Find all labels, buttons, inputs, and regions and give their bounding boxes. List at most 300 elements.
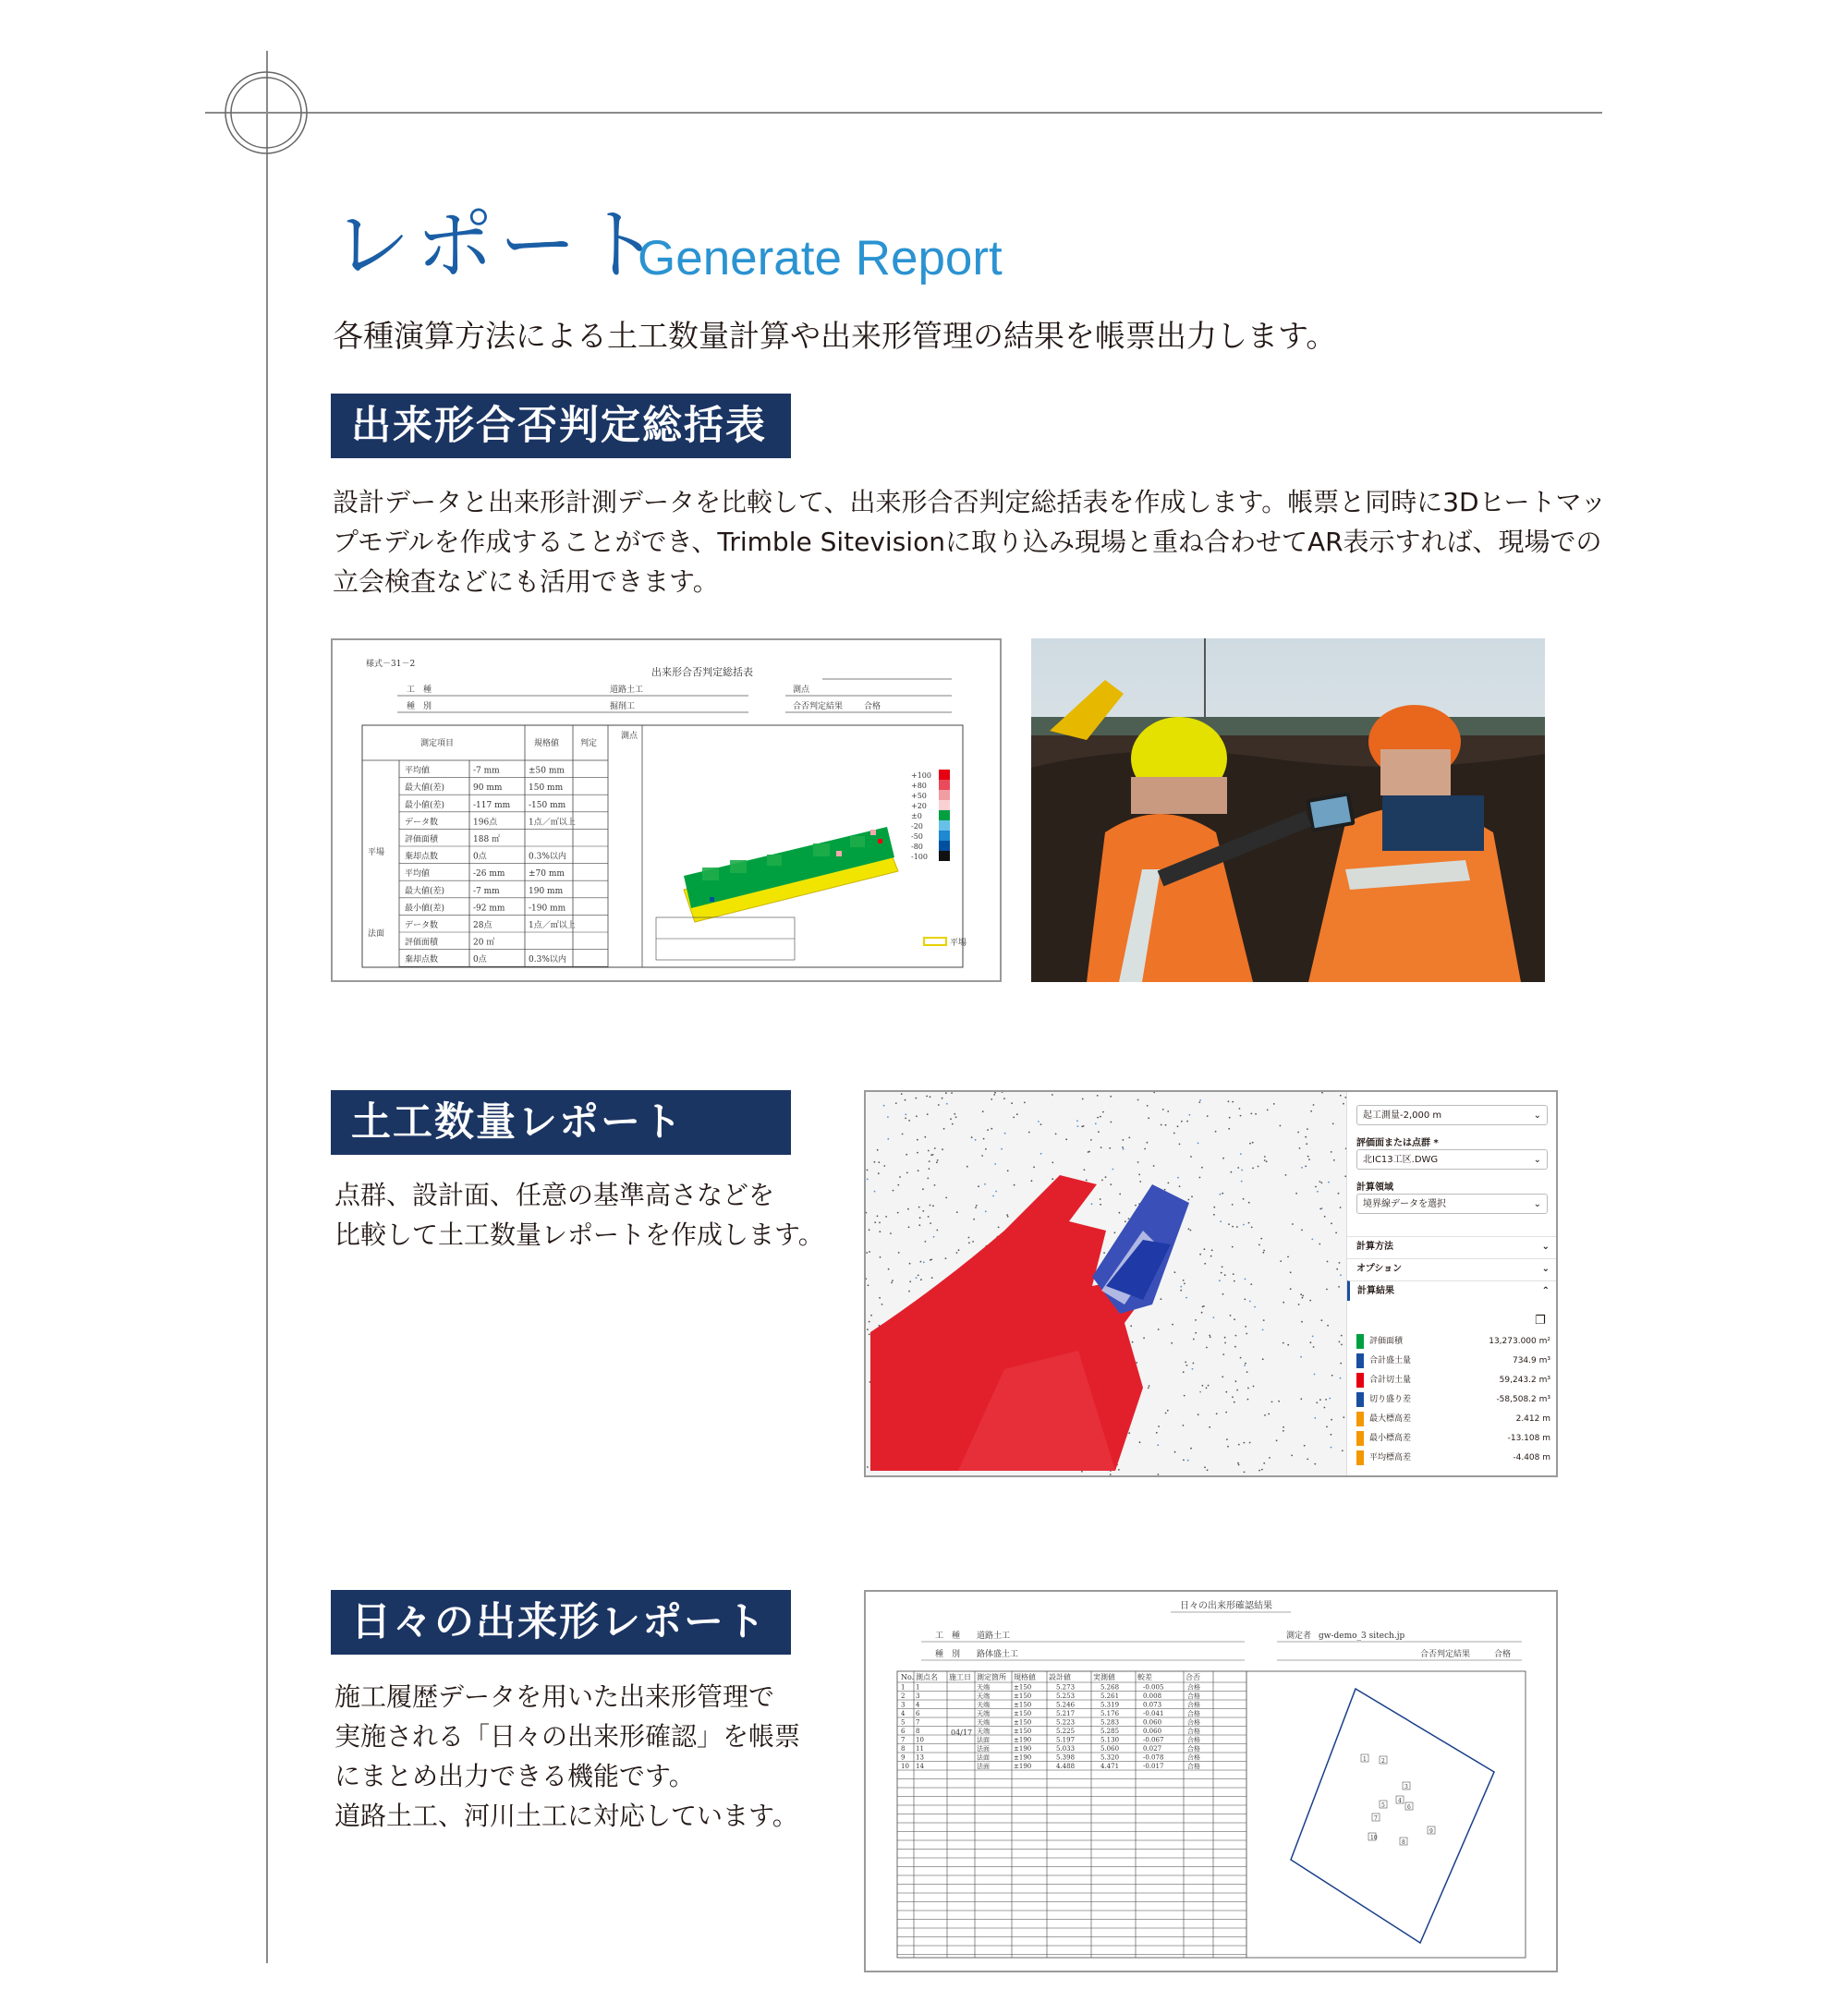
point-cloud-dot — [922, 1210, 924, 1212]
summary-row-label: 最大値(差) — [405, 886, 445, 896]
point-cloud-dot — [1250, 1283, 1252, 1285]
result-value: 734.9 m³ — [1512, 1356, 1550, 1365]
point-cloud-dot — [1040, 1123, 1042, 1125]
daily-cell: 7 — [901, 1736, 906, 1744]
point-cloud-dot — [1244, 1365, 1246, 1366]
point-cloud-dot — [967, 1166, 968, 1168]
point-cloud-dot — [1240, 1357, 1242, 1359]
point-cloud-dot — [1167, 1110, 1169, 1112]
daily-column-header: 実測値 — [1093, 1673, 1115, 1681]
group-slope: 法面 — [368, 929, 385, 939]
point-cloud-dot — [1198, 1101, 1200, 1103]
point-cloud-dot — [1183, 1425, 1185, 1426]
summary-row-label: 最小値(差) — [405, 800, 445, 810]
daily-cell: 合格 — [1187, 1745, 1200, 1753]
point-cloud-dot — [890, 1232, 892, 1234]
summary-row-spec: 0.3%以内 — [529, 852, 566, 862]
calculation-result-section[interactable] — [1347, 1280, 1558, 1301]
point-cloud-dot — [929, 1160, 930, 1162]
result-value: 59,243.2 m³ — [1499, 1376, 1550, 1385]
legend-label: +80 — [911, 782, 927, 790]
point-cloud-dot — [1185, 1362, 1186, 1364]
summary-row-spec: 150 mm — [529, 783, 564, 794]
point-cloud-dot — [1110, 1096, 1112, 1098]
point-cloud-dot — [1033, 1166, 1035, 1168]
point-cloud-dot — [1331, 1151, 1332, 1153]
legend-label: ±0 — [911, 812, 922, 820]
daily-date: 04/17 — [951, 1729, 973, 1737]
section-summary-description — [333, 482, 1606, 601]
point-cloud-dot — [1125, 1220, 1126, 1222]
report-title: 出来形合否判定総括表 — [651, 666, 753, 678]
point-cloud-dot — [1204, 1263, 1206, 1265]
point-cloud-dot — [1130, 1325, 1132, 1327]
point-cloud-dot — [945, 1197, 947, 1199]
point-cloud-dot — [1188, 1228, 1190, 1230]
daily-cell: 5.253 — [1056, 1692, 1076, 1700]
point-cloud-dot — [1143, 1337, 1145, 1339]
point-cloud-dot — [1097, 1117, 1099, 1119]
point-cloud-dot — [1144, 1148, 1146, 1150]
result-label: 合計切土量 — [1369, 1376, 1412, 1385]
point-cloud-dot — [1183, 1371, 1185, 1373]
point-cloud-dot — [1342, 1450, 1343, 1451]
point-cloud-dot — [1161, 1124, 1162, 1126]
point-cloud-dot — [1269, 1457, 1270, 1459]
summary-row-label: 最小値(差) — [405, 904, 445, 914]
daily-cell: 合格 — [1187, 1753, 1200, 1762]
point-cloud-dot — [1207, 1469, 1209, 1471]
point-cloud-dot — [905, 1118, 906, 1120]
point-cloud-dot — [1307, 1156, 1309, 1158]
point-cloud-dot — [1335, 1232, 1337, 1234]
point-cloud-dot — [1249, 1442, 1251, 1444]
legend-swatch — [939, 800, 950, 810]
point-cloud-dot — [1328, 1182, 1330, 1183]
daily-report-image — [864, 1590, 1558, 1972]
point-cloud-dot — [1186, 1121, 1188, 1122]
daily-cell: 法面 — [977, 1745, 990, 1753]
point-cloud-dot — [1314, 1374, 1316, 1376]
point-cloud-dot — [1305, 1136, 1307, 1138]
point-cloud-dot — [1192, 1368, 1194, 1370]
point-cloud-dot — [1199, 1177, 1201, 1179]
point-cloud-dot — [918, 1207, 920, 1208]
daily-cell: 10 — [916, 1736, 924, 1744]
point-cloud-dot — [1189, 1114, 1191, 1116]
daily-row2-value: 路体盛土工 — [977, 1650, 1019, 1659]
point-cloud-dot — [1139, 1181, 1141, 1183]
daily-cell: 4 — [901, 1710, 906, 1717]
daily-cell: 5.268 — [1100, 1683, 1120, 1692]
point-cloud-dot — [1086, 1180, 1088, 1182]
point-cloud-dot — [1297, 1132, 1299, 1134]
point-cloud-dot — [1264, 1156, 1266, 1158]
point-cloud-dot — [1224, 1337, 1226, 1339]
point-cloud-dot — [1329, 1398, 1331, 1400]
result-row — [1356, 1412, 1550, 1431]
point-cloud-dot — [1128, 1218, 1130, 1219]
point-cloud-dot — [1052, 1094, 1053, 1096]
point-cloud-dot — [1174, 1451, 1176, 1453]
point-cloud-dot — [1313, 1346, 1315, 1348]
point-cloud-dot — [1230, 1315, 1232, 1316]
point-cloud-dot — [1232, 1204, 1234, 1206]
point-cloud-dot — [1177, 1177, 1179, 1179]
daily-column-header: 設計値 — [1049, 1673, 1071, 1681]
point-cloud-dot — [1319, 1208, 1321, 1210]
point-cloud-dot — [1232, 1101, 1234, 1103]
point-cloud-dot — [1245, 1326, 1246, 1328]
legend-label: -80 — [911, 843, 923, 851]
point-cloud-dot — [1325, 1399, 1327, 1401]
summary-row-label: 棄却点数 — [405, 955, 439, 965]
point-cloud-dot — [1190, 1156, 1192, 1158]
point-cloud-dot — [1301, 1230, 1303, 1231]
point-cloud-dot — [1239, 1108, 1241, 1110]
calculation-area-label: 計算領域 — [1356, 1183, 1393, 1193]
point-cloud-dot — [1199, 1254, 1201, 1256]
point-cloud-dot — [1164, 1189, 1166, 1191]
summary-row-label: 評価面積 — [405, 938, 439, 948]
summary-row-value: -7 mm — [473, 886, 500, 896]
point-cloud-dot — [1302, 1295, 1304, 1297]
form-number: 様式－31－2 — [366, 660, 416, 669]
point-cloud-dot — [901, 1093, 903, 1095]
options-section[interactable] — [1347, 1258, 1558, 1279]
point-cloud-dot — [1132, 1341, 1134, 1343]
daily-cell: 合格 — [1187, 1701, 1200, 1709]
point-cloud-dot — [878, 1161, 880, 1163]
point-cloud-dot — [992, 1195, 994, 1197]
point-cloud-dot — [915, 1098, 917, 1099]
point-cloud-dot — [1213, 1316, 1215, 1318]
summary-row-spec: -150 mm — [529, 800, 566, 810]
point-cloud-dot — [1052, 1161, 1053, 1163]
summary-row-spec: 0.3%以内 — [529, 955, 566, 965]
point-cloud-dot — [928, 1216, 930, 1218]
point-cloud-dot — [1226, 1438, 1228, 1440]
daily-column-header: No. — [901, 1673, 915, 1681]
point-cloud-dot — [883, 1165, 885, 1167]
point-cloud-dot — [1183, 1460, 1185, 1462]
point-cloud-dot — [1229, 1117, 1231, 1119]
point-cloud-dot — [1264, 1159, 1266, 1161]
point-cloud-dot — [1243, 1224, 1245, 1226]
daily-cell: 5.225 — [1056, 1728, 1076, 1735]
summary-row-label: 平均値 — [405, 766, 431, 776]
row2-right-label: 合否判定結果 — [793, 702, 844, 711]
point-cloud-dot — [881, 1304, 883, 1305]
point-cloud-dot — [1204, 1248, 1206, 1250]
daily-cell: 5.176 — [1100, 1710, 1120, 1717]
daily-cell: 4 — [916, 1701, 920, 1709]
point-cloud-dot — [1095, 1122, 1097, 1124]
point-cloud-dot — [1225, 1412, 1227, 1413]
point-cloud-dot — [998, 1227, 1000, 1229]
point-cloud-dot — [1331, 1434, 1332, 1436]
evaluation-surface-label: 評価面または点群 * — [1356, 1138, 1439, 1148]
map-point-label: 1 — [1363, 1756, 1367, 1763]
calculation-area-dropdown[interactable] — [1356, 1194, 1548, 1214]
daily-cell: 0.073 — [1143, 1701, 1162, 1709]
point-cloud-dot — [1244, 1472, 1246, 1474]
daily-cell: 4.471 — [1100, 1763, 1120, 1770]
point-cloud-dot — [888, 1268, 890, 1270]
daily-cell: 13 — [916, 1753, 924, 1762]
section-heading-daily-report: 日々の出来形レポート — [331, 1590, 791, 1655]
column-judge: 判定 — [580, 739, 598, 748]
daily-cell: 1 — [916, 1683, 920, 1692]
point-cloud-dot — [933, 1236, 935, 1238]
point-cloud-dot — [1241, 1170, 1243, 1171]
point-cloud-dot — [973, 1219, 975, 1220]
point-cloud-dot — [1252, 1142, 1254, 1144]
point-cloud-dot — [870, 1315, 872, 1316]
point-cloud-dot — [1147, 1142, 1149, 1144]
point-cloud-dot — [1333, 1159, 1335, 1161]
point-cloud-dot — [930, 1096, 931, 1098]
point-cloud-dot — [1326, 1289, 1328, 1291]
daily-cell: 法面 — [977, 1753, 990, 1762]
point-cloud-dot — [993, 1094, 995, 1096]
point-cloud-dot — [1082, 1098, 1084, 1100]
summary-row-label: データ数 — [405, 818, 439, 828]
point-cloud-dot — [1102, 1111, 1104, 1113]
point-cloud-dot — [1314, 1417, 1316, 1419]
point-cloud-dot — [1184, 1395, 1185, 1397]
point-cloud-dot — [1267, 1110, 1269, 1111]
point-cloud-dot — [1300, 1356, 1302, 1358]
daily-cell: ±150 — [1014, 1692, 1032, 1700]
point-cloud-dot — [1262, 1358, 1264, 1360]
point-cloud-dot — [918, 1170, 919, 1171]
point-cloud-dot — [1222, 1376, 1223, 1377]
point-cloud-dot — [1158, 1329, 1160, 1330]
point-cloud-dot — [1315, 1186, 1317, 1188]
base-survey-dropdown[interactable] — [1356, 1105, 1548, 1125]
column-point: 測点 — [621, 732, 638, 741]
point-cloud-dot — [982, 1110, 984, 1112]
daily-cell: -0.078 — [1143, 1753, 1164, 1762]
summary-row-spec: 1点／㎡以上 — [529, 818, 576, 828]
point-cloud-dot — [1301, 1321, 1303, 1323]
row1-label: 工 種 — [407, 685, 432, 695]
copy-icon[interactable]: ❐ — [1535, 1314, 1546, 1328]
point-cloud-dot — [1236, 1389, 1238, 1391]
daily-cell: 0.008 — [1143, 1692, 1162, 1700]
point-cloud-dot — [1232, 1246, 1234, 1248]
result-row — [1356, 1334, 1550, 1353]
point-cloud-dot — [1247, 1388, 1249, 1389]
summary-row-value: -92 mm — [473, 904, 505, 914]
point-cloud-dot — [1168, 1183, 1170, 1184]
result-color-swatch — [1356, 1450, 1364, 1465]
result-list — [1356, 1334, 1550, 1470]
point-cloud-dot — [869, 1321, 870, 1323]
daily-cell: 天端 — [977, 1692, 990, 1700]
point-cloud-dot — [908, 1120, 910, 1122]
summary-row-value: 196点 — [473, 818, 498, 828]
daily-cell: -0.017 — [1143, 1763, 1164, 1770]
point-cloud-dot — [1137, 1099, 1139, 1101]
daily-cell: 5.398 — [1056, 1753, 1076, 1762]
point-cloud-dot — [1340, 1207, 1342, 1208]
point-cloud-dot — [891, 1281, 893, 1283]
point-cloud-dot — [1100, 1204, 1101, 1206]
point-cloud-dot — [1273, 1103, 1275, 1105]
summary-rows — [399, 765, 608, 967]
point-cloud-dot — [866, 1252, 868, 1254]
point-cloud-dot — [1319, 1181, 1321, 1183]
point-cloud-dot — [1137, 1161, 1139, 1163]
point-cloud-dot — [1001, 1148, 1003, 1150]
point-cloud-dot — [930, 1205, 931, 1207]
point-cloud-dot — [1302, 1297, 1304, 1299]
point-cloud-dot — [1228, 1223, 1230, 1225]
point-cloud-dot — [1199, 1391, 1201, 1393]
summary-row-value: 90 mm — [473, 783, 503, 794]
point-cloud-dot — [1276, 1439, 1278, 1441]
daily-row1-right-value: gw-demo_3 sitech.jp — [1319, 1632, 1405, 1641]
point-cloud-dot — [1311, 1239, 1313, 1241]
point-cloud-dot — [1112, 1169, 1114, 1171]
point-cloud-dot — [1183, 1280, 1185, 1281]
map-point-label: 6 — [1407, 1804, 1411, 1811]
point-cloud-dot — [879, 1231, 881, 1232]
result-row — [1356, 1392, 1550, 1412]
point-cloud-dot — [1227, 1446, 1229, 1448]
daily-column-header: 測定箇所 — [977, 1673, 1006, 1681]
result-row — [1356, 1373, 1550, 1392]
summary-row-value: -7 mm — [473, 766, 500, 776]
point-cloud-dot — [1343, 1103, 1344, 1105]
result-value: -58,508.2 m³ — [1496, 1395, 1550, 1404]
daily-cell: 天端 — [977, 1683, 990, 1692]
calculation-area-value: 境界線データを選択 — [1363, 1199, 1446, 1209]
chevron-down-icon: ⌄ — [1533, 1199, 1541, 1209]
daily-cell: 5 — [901, 1718, 906, 1727]
point-cloud-dot — [958, 1249, 960, 1251]
point-cloud-dot — [1076, 1120, 1078, 1122]
daily-column-header: 施工日 — [949, 1673, 971, 1681]
point-cloud-dot — [925, 1241, 927, 1243]
evaluation-surface-dropdown[interactable] — [1356, 1149, 1548, 1170]
daily-cell: 合格 — [1187, 1710, 1200, 1717]
daily-cell: 5.223 — [1056, 1718, 1076, 1727]
daily-cell: ±150 — [1014, 1683, 1032, 1692]
section-earthwork-description — [334, 1175, 824, 1255]
point-cloud-dot — [1091, 1203, 1093, 1205]
point-cloud-dot — [927, 1178, 929, 1180]
point-cloud-dot — [1011, 1102, 1013, 1104]
margin-vertical-line — [266, 51, 268, 1963]
point-cloud-dot — [918, 1224, 920, 1226]
legend-label: -50 — [911, 832, 923, 841]
summary-row-value: 0点 — [473, 852, 487, 862]
heatmap-legend — [911, 770, 950, 861]
point-cloud-dot — [868, 1284, 869, 1286]
daily-cell: ±190 — [1014, 1745, 1032, 1753]
point-cloud-dot — [1081, 1471, 1083, 1473]
point-cloud-dot — [1084, 1169, 1086, 1171]
point-cloud-dot — [1240, 1153, 1242, 1155]
point-cloud-dot — [1331, 1375, 1333, 1377]
point-cloud-dot — [1148, 1387, 1149, 1389]
point-cloud-dot — [1321, 1182, 1323, 1183]
point-cloud-dot — [869, 1229, 870, 1231]
point-cloud-dot — [916, 1277, 918, 1279]
point-cloud-dot — [1193, 1363, 1195, 1365]
point-cloud-dot — [867, 1179, 869, 1181]
point-cloud-dot — [976, 1205, 978, 1207]
point-cloud-dot — [1246, 1333, 1247, 1335]
point-cloud-dot — [1241, 1181, 1243, 1183]
point-cloud-dot — [902, 1134, 904, 1135]
point-cloud-dot — [1006, 1214, 1008, 1216]
row1-value: 道路土工 — [610, 685, 644, 695]
daily-row1-value: 道路土工 — [977, 1632, 1011, 1641]
point-cloud-dot — [954, 1113, 955, 1115]
map-point-label: 3 — [1404, 1784, 1408, 1790]
point-cloud-dot — [1055, 1134, 1057, 1135]
point-cloud-dot — [930, 1222, 931, 1224]
point-cloud-dot — [1185, 1297, 1187, 1299]
daily-cell: 5.130 — [1100, 1736, 1120, 1744]
legend-label: -100 — [911, 853, 928, 861]
map-point-label: 7 — [1374, 1815, 1378, 1822]
point-cloud-dot — [1280, 1260, 1282, 1262]
daily-row1-right: 測定者 — [1286, 1632, 1312, 1641]
point-cloud-dot — [1301, 1167, 1303, 1169]
summary-row-spec: ±50 mm — [529, 766, 565, 776]
point-cloud-dot — [1187, 1460, 1189, 1462]
point-cloud-dot — [984, 1183, 986, 1185]
result-row — [1356, 1450, 1550, 1470]
daily-report-title: 日々の出来形確認結果 — [1180, 1601, 1272, 1611]
daily-cell: 8 — [916, 1728, 920, 1735]
point-cloud-dot — [1165, 1124, 1167, 1126]
point-cloud-dot — [1305, 1166, 1307, 1168]
result-color-swatch — [1356, 1373, 1364, 1388]
result-label: 最小標高差 — [1369, 1434, 1412, 1443]
evaluation-surface-value: 北IC13工区.DWG — [1363, 1155, 1439, 1165]
point-cloud-dot — [1244, 1442, 1246, 1444]
point-cloud-dot — [1224, 1274, 1226, 1276]
point-cloud-dot — [1324, 1407, 1326, 1409]
point-cloud-dot — [1097, 1095, 1099, 1097]
point-cloud-dot — [1206, 1388, 1208, 1389]
point-cloud-dot — [1263, 1250, 1265, 1252]
point-cloud-dot — [1003, 1098, 1005, 1099]
point-cloud-dot — [1299, 1147, 1301, 1149]
map-point-label: 2 — [1381, 1758, 1385, 1765]
daily-cell: 合格 — [1187, 1763, 1200, 1770]
point-cloud-dot — [1309, 1300, 1311, 1302]
daily-cell: 法面 — [977, 1763, 990, 1770]
daily-cell: 5.320 — [1100, 1753, 1120, 1762]
point-cloud-dot — [968, 1237, 970, 1239]
legend-label: +20 — [911, 802, 927, 810]
daily-cell: -0.041 — [1143, 1710, 1164, 1717]
calculation-method-section[interactable] — [1347, 1236, 1558, 1256]
summary-row-label: 棄却点数 — [405, 852, 439, 862]
intro-text: 各種演算方法による土工数量計算や出来形管理の結果を帳票出力します。 — [333, 318, 1337, 354]
point-cloud-dot — [1232, 1396, 1234, 1398]
point-cloud-dot — [1246, 1371, 1248, 1373]
registration-mark-icon — [223, 53, 310, 173]
point-cloud-dot — [1307, 1459, 1308, 1461]
